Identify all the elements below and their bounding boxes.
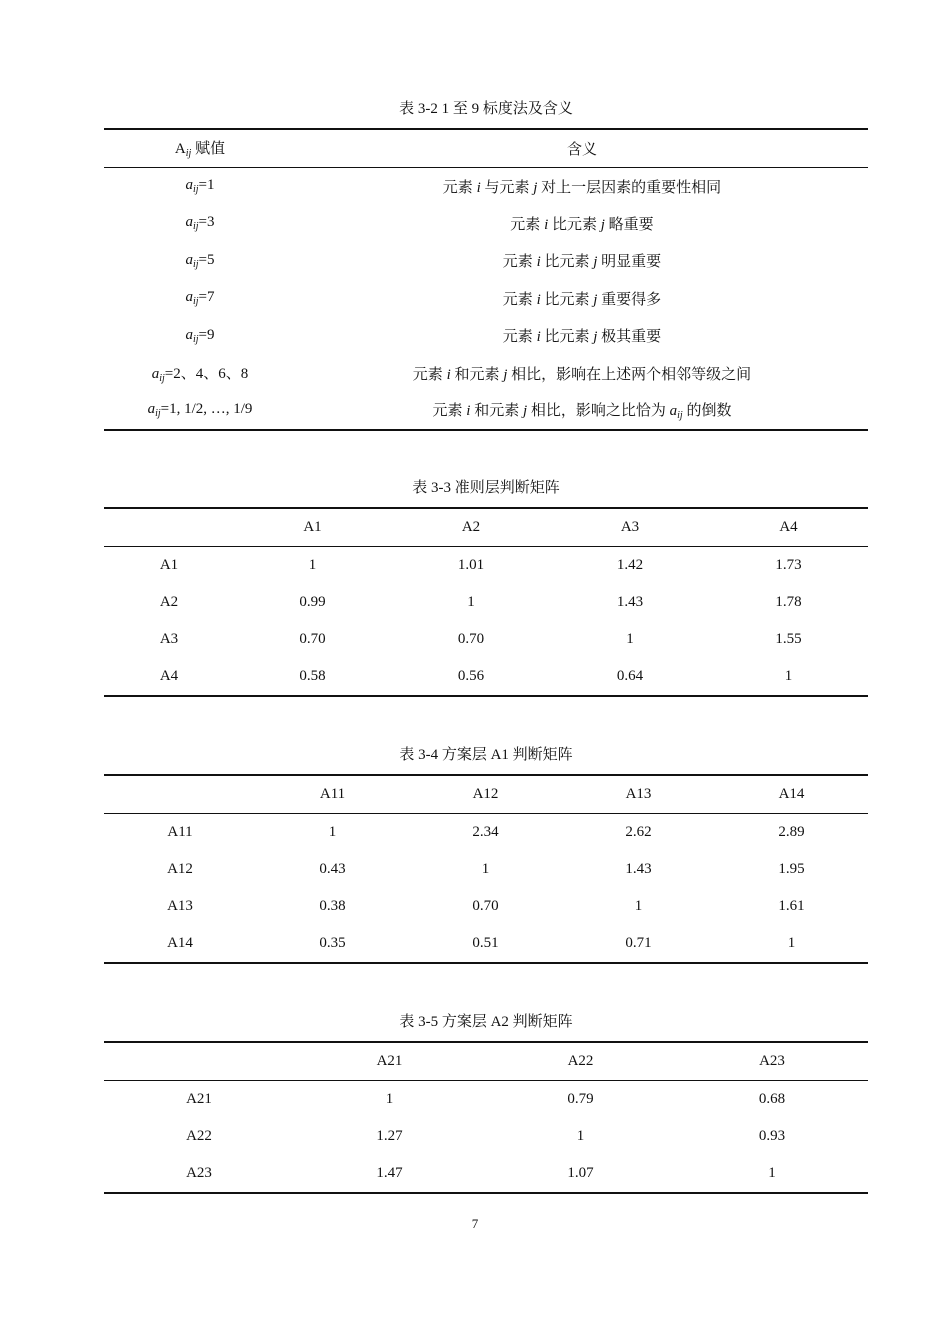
table-row [104, 280, 868, 318]
table-cell: 2.34 [472, 823, 499, 840]
column-header [104, 508, 234, 546]
table-row [104, 205, 868, 243]
column-header-meaning: 含义 [296, 129, 868, 167]
table-cell: 1.61 [778, 898, 805, 915]
column-header-value: $A_{ij}$ 赋值 [104, 129, 296, 167]
meaning-cell: 元素 i 比元素 j 重要得多 [502, 291, 662, 308]
table-cell: 1 [676, 1155, 868, 1193]
table-3-3 [104, 507, 868, 697]
row-header: A23 [104, 1155, 294, 1193]
row-header: A4 [104, 659, 234, 697]
table-cell: 1 [385, 1090, 394, 1107]
scale-value-cell: $a_{ij}=9$ [185, 326, 215, 345]
table-row [104, 659, 868, 697]
column-header: A13 [562, 775, 715, 813]
row-header: A11 [167, 823, 193, 840]
column-header: A4 [709, 508, 868, 546]
column-header [104, 775, 256, 813]
row-header: A2 [159, 593, 179, 610]
table-row [104, 584, 868, 622]
meaning-cell: 元素 i 比元素 j 明显重要 [502, 254, 662, 271]
page-number: 7 [471, 1216, 479, 1231]
table-row [104, 355, 868, 393]
table-header-row [104, 775, 868, 813]
table-cell: 0.38 [319, 898, 346, 915]
table-cell: 1.01 [457, 556, 485, 573]
table-cell: 1.27 [376, 1127, 403, 1144]
table-3-5 [104, 1041, 868, 1194]
table-cell: 1 [576, 1127, 585, 1144]
table-cell: 0.79 [567, 1090, 594, 1107]
table-cell: 0.35 [256, 926, 409, 964]
table-header-row [104, 129, 868, 167]
table-3-2 [104, 128, 868, 431]
column-header [104, 1042, 294, 1080]
row-header: A1 [159, 556, 179, 573]
table-row [104, 392, 868, 430]
column-header: A2 [391, 508, 551, 546]
table-row [104, 167, 868, 205]
column-header: A3 [551, 508, 709, 546]
scale-value-cell: $a_{ij}=7$ [185, 289, 215, 308]
table-row [104, 813, 868, 851]
row-header: A22 [186, 1127, 212, 1144]
table-cell: 1.78 [775, 593, 802, 610]
table-row [104, 621, 868, 659]
table-cell: 1 [308, 556, 317, 573]
meaning-cell: 元素 i 和元素 j 相比，影响在上述两个相邻等级之间 [412, 366, 752, 383]
column-header: A14 [715, 775, 868, 813]
column-header: A23 [676, 1042, 868, 1080]
table-cell: 1 [634, 898, 643, 915]
table-cell: 0.64 [551, 659, 709, 697]
table-cell: 1.07 [485, 1155, 676, 1193]
table-row [104, 1080, 868, 1118]
table-3-3-caption: 表 3-3 准则层判断矩阵 [412, 480, 560, 496]
table-row [104, 1118, 868, 1156]
table-cell: 1 [481, 860, 490, 877]
table-row [104, 851, 868, 889]
column-header: A12 [409, 775, 562, 813]
meaning-cell: 元素 i 比元素 j 略重要 [510, 216, 654, 233]
table-cell: 1.55 [775, 631, 802, 648]
table-cell: 1 [328, 823, 337, 840]
table-cell: 1 [467, 593, 475, 610]
row-header: A21 [186, 1090, 212, 1107]
meaning-cell: 元素 i 比元素 j 极其重要 [502, 329, 662, 346]
table-cell: 2.62 [625, 823, 652, 840]
table-cell: 0.51 [409, 926, 562, 964]
scale-value-cell: $a_{ij}=5$ [185, 251, 215, 270]
table-3-2-caption: 表 3-2 1 至 9 标度法及含义 [399, 101, 573, 117]
table-3-4 [104, 774, 868, 964]
table-cell: 0.58 [234, 659, 391, 697]
scale-value-cell: $a_{ij}=1$ [185, 177, 215, 195]
table-cell: 1 [626, 631, 634, 648]
table-row [104, 926, 868, 964]
table-3-4-caption: 表 3-4 方案层 A1 判断矩阵 [399, 747, 573, 763]
table-cell: 1.47 [294, 1155, 485, 1193]
table-cell: 1 [709, 659, 868, 697]
table-cell: 1.73 [775, 556, 802, 573]
table-row [104, 317, 868, 355]
scale-value-cell: $a_{ij}=2$、4、6、8 [151, 366, 249, 385]
table-cell: 2.89 [778, 823, 805, 840]
table-row [104, 546, 868, 584]
column-header: A22 [485, 1042, 676, 1080]
table-header-row [104, 508, 868, 546]
table-cell: 0.70 [299, 631, 326, 648]
table-cell: 1.43 [625, 860, 652, 877]
scale-value-cell: $a_{ij}=1$, 1/2, …, 1/9 [104, 392, 296, 430]
table-3-5-caption: 表 3-5 方案层 A2 判断矩阵 [399, 1014, 573, 1030]
table-cell: 0.43 [319, 860, 346, 877]
table-cell: 1.95 [778, 860, 805, 877]
column-header: A1 [234, 508, 391, 546]
table-row [104, 242, 868, 280]
column-header: A11 [256, 775, 409, 813]
row-header: A3 [159, 631, 179, 648]
table-cell: 0.68 [758, 1090, 786, 1107]
row-header: A13 [167, 898, 193, 915]
table-row [104, 888, 868, 926]
table-cell: 0.70 [472, 898, 499, 915]
meaning-cell: 元素 i 和元素 j 相比，影响之比恰为 $a_{ij}$ 的倒数 [296, 392, 868, 430]
row-header: A14 [104, 926, 256, 964]
meaning-cell: 元素 i 与元素 j 对上一层因素的重要性相同 [442, 179, 722, 196]
table-cell: 0.99 [299, 593, 326, 610]
column-header: A21 [294, 1042, 485, 1080]
table-cell: 0.56 [391, 659, 551, 697]
table-row [104, 1155, 868, 1193]
scale-value-cell: $a_{ij}=3$ [185, 214, 215, 233]
table-cell: 0.71 [562, 926, 715, 964]
row-header: A12 [167, 860, 193, 877]
table-header-row [104, 1042, 868, 1080]
table-cell: 0.70 [457, 631, 485, 648]
table-cell: 1.42 [616, 556, 644, 573]
table-cell: 1 [715, 926, 868, 964]
table-cell: 0.93 [758, 1127, 786, 1144]
table-cell: 1.43 [616, 593, 644, 610]
